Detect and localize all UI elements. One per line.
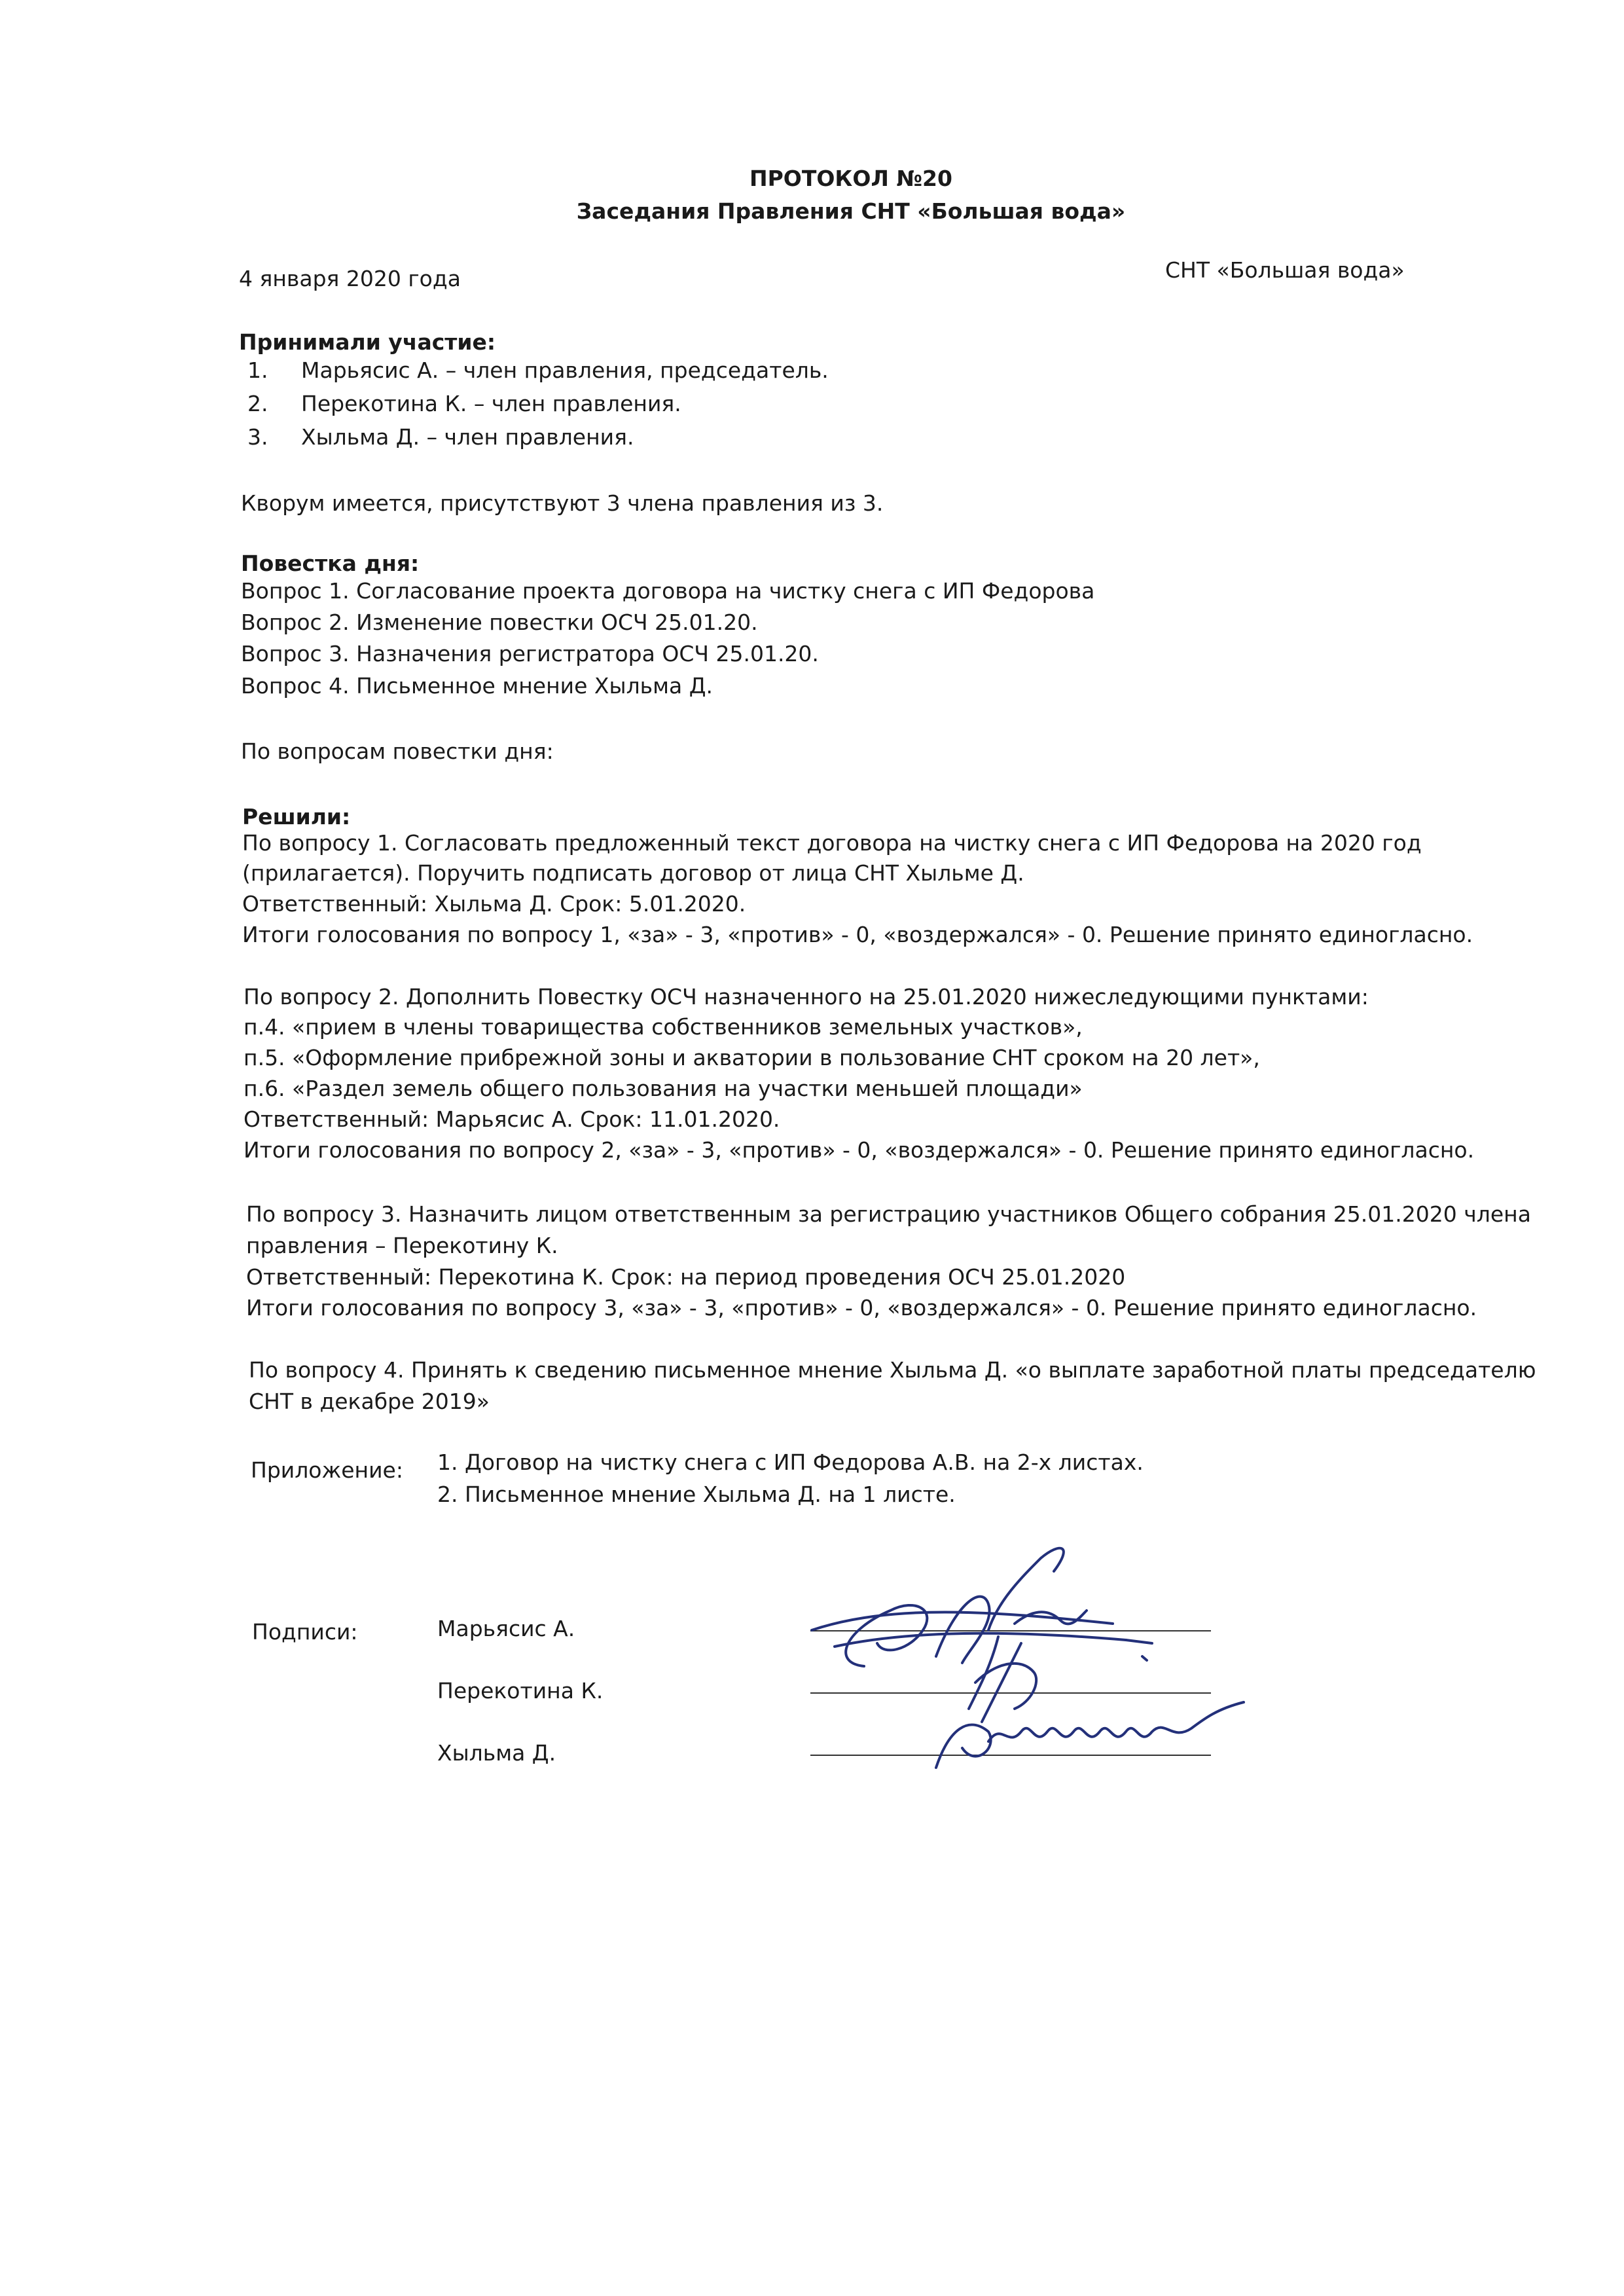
vote-result: Итоги голосования по вопросу 1, «за» - 3, «против» - 0, «воздержался» - 0. Решение принято единогласно. bbox=[242, 922, 1473, 947]
decision-line: Ответственный: Перекотина К. Срок: на период проведения ОСЧ 25.01.2020 bbox=[246, 1264, 1126, 1290]
signatory-name: Хыльма Д. bbox=[437, 1740, 556, 1766]
agenda-item: Вопрос 3. Назначения регистратора ОСЧ 25.01.20. bbox=[241, 641, 819, 666]
agenda-item: Вопрос 2. Изменение повестки ОСЧ 25.01.20. bbox=[241, 610, 758, 635]
decision-line: СНТ в декабре 2019» bbox=[249, 1389, 490, 1414]
decision-line: По вопросу 1. Согласовать предложенный текст договора на чистку снега с ИП Федорова на 2020 год bbox=[242, 830, 1422, 856]
decision-line: Ответственный: Марьясис А. Срок: 11.01.2020. bbox=[244, 1106, 780, 1132]
handwritten-signatures bbox=[772, 1532, 1270, 1807]
decision-line: По вопросу 4. Принять к сведению письменное мнение Хыльма Д. «о выплате заработной платы председателю bbox=[249, 1357, 1536, 1383]
vote-result: Итоги голосования по вопросу 2, «за» - 3, «против» - 0, «воздержался» - 0. Решение принято единогласно. bbox=[244, 1137, 1475, 1163]
document-subtitle: Заседания Правления СНТ «Большая вода» bbox=[576, 198, 1126, 224]
attachment-item: 2. Письменное мнение Хыльма Д. на 1 листе. bbox=[437, 1482, 956, 1507]
agenda-item: Вопрос 1. Согласование проекта договора на чистку снега с ИП Федорова bbox=[241, 578, 1095, 604]
organization-name: СНТ «Большая вода» bbox=[1165, 257, 1405, 283]
signatory-name: Марьясис А. bbox=[437, 1616, 575, 1641]
document-date: 4 января 2020 года bbox=[239, 266, 461, 291]
attachments-label: Приложение: bbox=[251, 1457, 403, 1483]
participants-heading: Принимали участие: bbox=[239, 329, 496, 355]
signatures-label: Подписи: bbox=[252, 1619, 358, 1645]
decisions-heading: Решили: bbox=[242, 804, 351, 829]
decision-line: п.6. «Раздел земель общего пользования на участки меньшей площади» bbox=[244, 1076, 1083, 1101]
quorum-statement: Кворум имеется, присутствуют 3 члена правления из 3. bbox=[241, 490, 884, 516]
participant-item: 2. Перекотина К. – член правления. bbox=[247, 391, 681, 416]
agenda-heading: Повестка дня: bbox=[241, 551, 420, 576]
participant-item: 1. Марьясис А. – член правления, председатель. bbox=[247, 357, 829, 383]
decision-line: По вопросу 2. Дополнить Повестку ОСЧ назначенного на 25.01.2020 нижеследующими пунктами: bbox=[244, 984, 1369, 1010]
document-title: ПРОТОКОЛ №20 bbox=[749, 166, 952, 191]
decision-line: правления – Перекотину К. bbox=[246, 1233, 558, 1258]
signatory-name: Перекотина К. bbox=[437, 1678, 604, 1704]
attachment-item: 1. Договор на чистку снега с ИП Федорова А.В. на 2-х листах. bbox=[437, 1449, 1144, 1475]
agenda-intro: По вопросам повестки дня: bbox=[241, 738, 554, 764]
decision-line: п.4. «прием в члены товарищества собственников земельных участков», bbox=[244, 1014, 1083, 1040]
agenda-item: Вопрос 4. Письменное мнение Хыльма Д. bbox=[241, 673, 713, 699]
participant-item: 3. Хыльма Д. – член правления. bbox=[247, 424, 634, 450]
decision-line: По вопросу 3. Назначить лицом ответственным за регистрацию участников Общего собрания 25.01.2020 члена bbox=[246, 1201, 1531, 1227]
decision-line: п.5. «Оформление прибрежной зоны и акватории в пользование СНТ сроком на 20 лет», bbox=[244, 1045, 1260, 1070]
decision-line: (прилагается). Поручить подписать договор от лица СНТ Хыльме Д. bbox=[242, 860, 1024, 886]
vote-result: Итоги голосования по вопросу 3, «за» - 3, «против» - 0, «воздержался» - 0. Решение принято единогласно. bbox=[246, 1295, 1477, 1321]
decision-line: Ответственный: Хыльма Д. Срок: 5.01.2020. bbox=[242, 891, 746, 917]
